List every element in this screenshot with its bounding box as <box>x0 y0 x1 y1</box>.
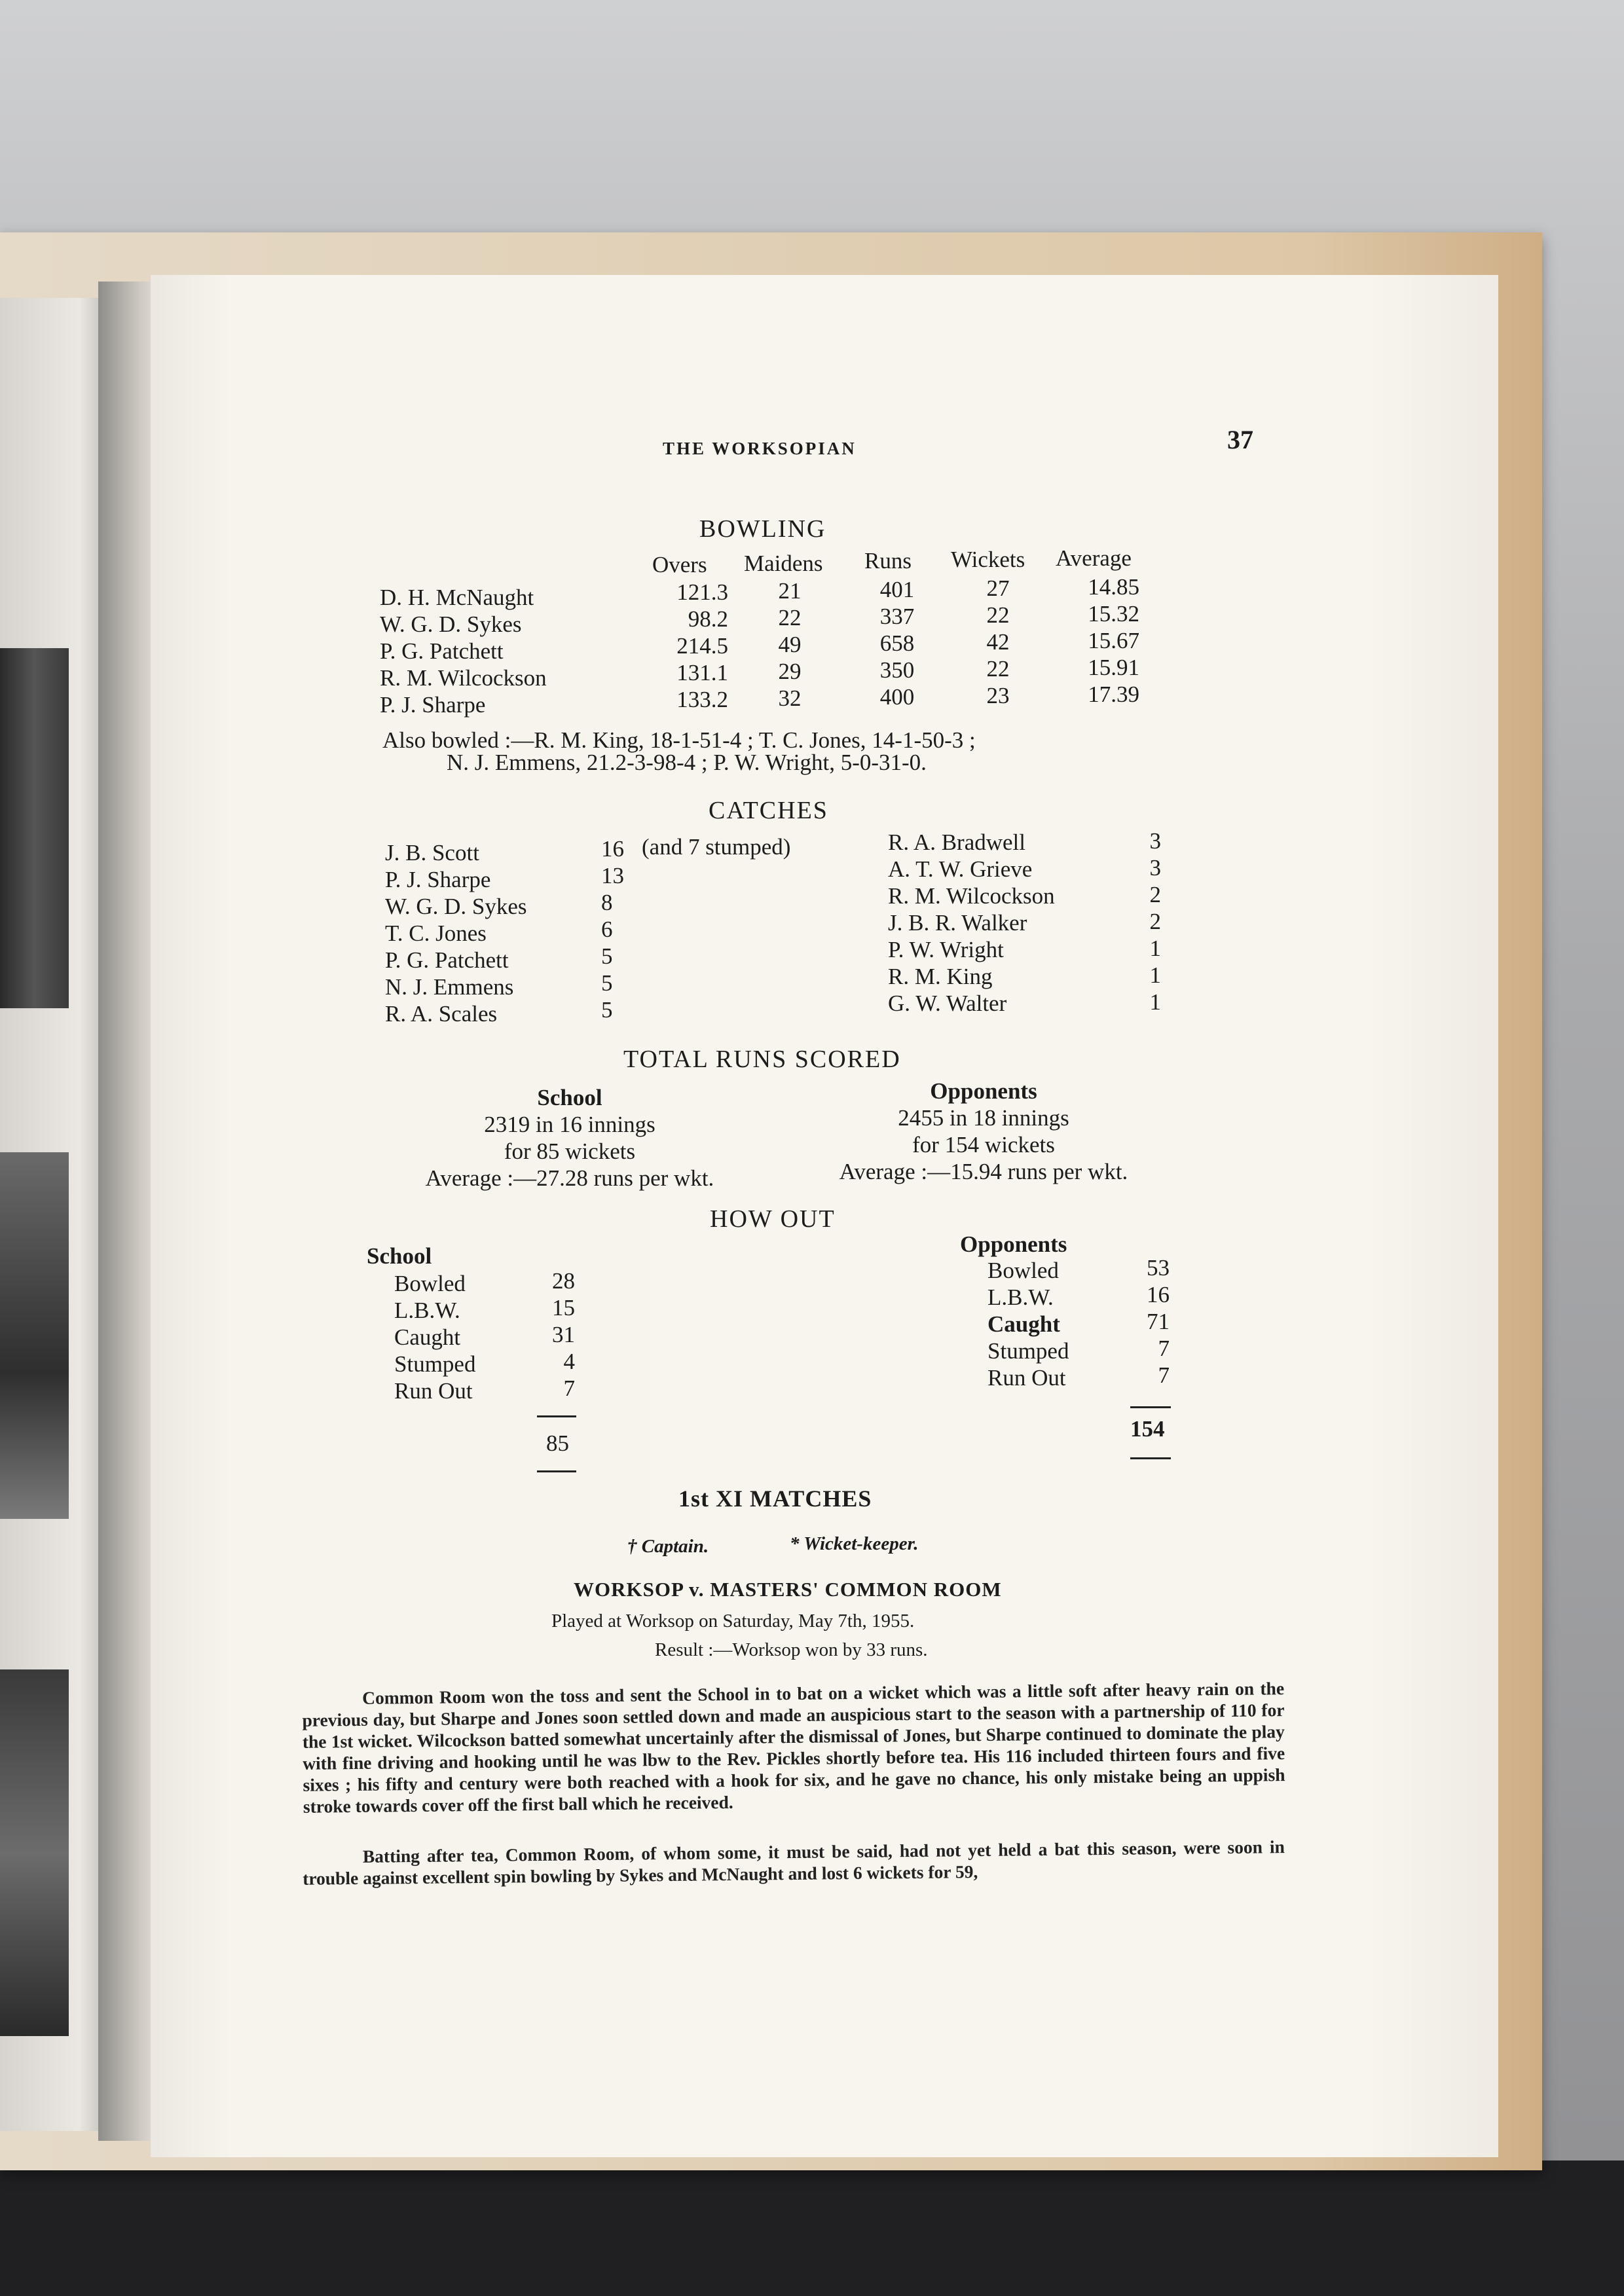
fielder-name: P. J. Sharpe <box>385 867 491 892</box>
catch-count: 5 <box>601 997 613 1023</box>
runs-value: 337 <box>879 604 915 629</box>
captain-key <box>627 1536 709 1558</box>
maidens-value: 21 <box>778 578 802 604</box>
dismissal-type: Stumped <box>987 1338 1069 1364</box>
asterisk-icon: * <box>790 1533 800 1554</box>
fielder-name: R. M. King <box>888 964 993 989</box>
dismissal-count: 15 <box>552 1295 575 1321</box>
dismissal-type: Bowled <box>987 1258 1059 1283</box>
catch-count: 5 <box>601 970 613 996</box>
catches-right-names <box>888 829 1117 1017</box>
matches-heading: 1st XI MATCHES <box>678 1485 872 1512</box>
catch-count: 6 <box>601 917 613 942</box>
how-out-heading: HOW OUT <box>710 1205 836 1233</box>
match-venue: Played at Worksop on Saturday, May 7th, 1955. <box>551 1611 915 1631</box>
also-bowled-line-1: Also bowled :—R. M. King, 18-1-51-4 ; T. C. Jones, 14-1-50-3 ; <box>382 727 976 753</box>
also-bowled-line-2: N. J. Emmens, 21.2-3-98-4 ; P. W. Wright, 5-0-31-0. <box>447 750 927 775</box>
column-header: Runs <box>864 548 912 574</box>
overs-value: 121.3 <box>676 579 728 605</box>
school-label: School <box>537 1085 602 1110</box>
dismissal-count: 4 <box>563 1349 575 1374</box>
catch-count: 3 <box>1149 855 1161 881</box>
match-title: WORKSOP v. MASTERS' COMMON ROOM <box>574 1578 1002 1601</box>
catches-left-names <box>385 839 595 1027</box>
bowling-wickets <box>972 575 1024 709</box>
total-rule <box>1130 1457 1171 1459</box>
fielder-name: P. W. Wright <box>888 937 1004 962</box>
total-runs-heading: TOTAL RUNS SCORED <box>623 1046 901 1073</box>
dismissal-type: Bowled <box>394 1271 466 1296</box>
school-average: Average :—27.28 runs per wkt. <box>425 1165 714 1191</box>
school-innings: 2319 in 16 innings <box>484 1112 655 1137</box>
total-rule <box>537 1415 576 1417</box>
catch-count: 13 <box>601 863 624 888</box>
fielder-name: W. G. D. Sykes <box>385 894 527 919</box>
bowling-runs <box>871 576 923 710</box>
running-header: THE WORKSOPIAN <box>663 439 857 458</box>
catch-count: 5 <box>601 943 613 969</box>
bowler-name: W. G. D. Sykes <box>380 611 522 637</box>
dismissal-count: 7 <box>563 1376 575 1401</box>
catch-count: 3 <box>1149 828 1161 854</box>
column-header: Overs <box>652 552 707 577</box>
bowling-col-overs <box>652 551 719 578</box>
catch-count: 2 <box>1149 882 1161 907</box>
dismissal-type: Caught <box>987 1311 1060 1337</box>
fielder-name: G. W. Walter <box>888 991 1007 1016</box>
average-value: 14.85 <box>1088 574 1139 600</box>
overs-value: 214.5 <box>676 633 728 659</box>
wickets-value: 22 <box>986 602 1010 628</box>
fielder-name: R. A. Scales <box>385 1001 498 1027</box>
total-runs-school <box>386 1084 753 1192</box>
how-out-school-label: School <box>367 1243 432 1269</box>
match-report-paragraph-2: Batting after tea, Common Room, of whom some, it must be said, had not yet held a bat this season, were soon in trouble against excellent spin bowling by Sykes and McNaught and lost 6 wickets for 59, <box>303 1836 1285 1889</box>
fielder-name: T. C. Jones <box>385 920 487 946</box>
catch-count: 1 <box>1149 962 1161 988</box>
bowler-name: R. M. Wilcockson <box>380 665 547 691</box>
fielder-name: A. T. W. Grieve <box>888 856 1033 882</box>
dismissal-count: 7 <box>1158 1336 1170 1361</box>
fielder-name: R. A. Bradwell <box>888 829 1025 855</box>
bowler-name: D. H. McNaught <box>380 585 534 610</box>
catches-left-counts <box>601 835 640 1023</box>
opponents-innings: 2455 in 18 innings <box>898 1105 1069 1131</box>
captain-label: Captain. <box>641 1536 709 1557</box>
dismissal-count: 16 <box>1147 1282 1170 1307</box>
keeper-label: Wicket-keeper. <box>803 1533 919 1554</box>
stumped-note: (and 7 stumped) <box>642 834 791 860</box>
bowling-col-maidens <box>744 550 839 577</box>
keeper-key <box>790 1533 919 1555</box>
bowler-name: P. G. Patchett <box>380 638 504 664</box>
dismissal-count: 53 <box>1147 1255 1170 1281</box>
runs-value: 400 <box>879 684 915 710</box>
dismissal-type: Run Out <box>987 1365 1066 1391</box>
dismissal-count: 7 <box>1158 1362 1170 1388</box>
bowling-col-runs <box>864 547 927 574</box>
average-value: 15.32 <box>1088 601 1139 627</box>
dismissal-count: 71 <box>1147 1309 1170 1334</box>
dismissal-count: 31 <box>552 1322 575 1347</box>
bowling-average <box>1067 574 1139 708</box>
fielder-name: J. B. Scott <box>385 840 479 866</box>
catch-count: 1 <box>1149 936 1161 961</box>
catch-count: 2 <box>1149 909 1161 934</box>
runs-value: 658 <box>879 630 915 656</box>
fielder-name: N. J. Emmens <box>385 974 514 1000</box>
dismissal-type: L.B.W. <box>987 1285 1054 1310</box>
maidens-value: 22 <box>778 605 802 630</box>
average-value: 15.91 <box>1088 655 1139 680</box>
column-header: Wickets <box>951 547 1025 572</box>
catches-right-counts <box>1132 828 1161 1015</box>
opponents-label: Opponents <box>930 1078 1037 1104</box>
opponents-wickets: for 154 wickets <box>912 1132 1055 1157</box>
page-number: 37 <box>1227 425 1253 454</box>
catch-count: 1 <box>1149 989 1161 1015</box>
overs-value: 131.1 <box>676 660 728 685</box>
opponents-average: Average :—15.94 runs per wkt. <box>839 1159 1128 1184</box>
catch-count: 16 <box>601 836 624 862</box>
maidens-value: 29 <box>778 659 802 684</box>
column-header: Average <box>1056 545 1132 571</box>
bowling-names <box>380 584 616 718</box>
how-out-opponents-label: Opponents <box>960 1231 1067 1257</box>
bowling-overs <box>648 579 728 713</box>
fielder-name: R. M. Wilcockson <box>888 883 1055 909</box>
match-report-paragraph-1: Common Room won the toss and sent the School in to bat on a wicket which was a little soft after heavy rain on the previous day, but Sharpe and Jones soon settled down and made an auspicious start to the season with a partnership of 110 for the 1st wicket. Wilcockson batted somewhat uncertainly after the dismissal of Jones, but Sharpe continued to dominate the play with fine driving and hooking until he was lbw to the Rev. Pickles shortly before tea. His 116 included thirteen fours and five sixes ; his fifty and century were both reached with a hook for six, and he gave no chance, his only mistake being an uppish stroke towards cover off the first ball which he received. <box>302 1678 1285 1817</box>
catch-count: 8 <box>601 890 613 915</box>
wickets-value: 22 <box>986 656 1010 682</box>
average-value: 15.67 <box>1088 628 1139 653</box>
fielder-name: P. G. Patchett <box>385 947 509 973</box>
runs-value: 401 <box>879 577 915 602</box>
wickets-value: 42 <box>986 629 1010 655</box>
dismissal-type: Stumped <box>394 1351 476 1377</box>
overs-value: 98.2 <box>688 606 728 632</box>
bowling-col-wickets <box>951 546 1049 573</box>
how-out-school-types <box>394 1270 525 1404</box>
how-out-school-counts <box>536 1267 575 1402</box>
bowling-heading: BOWLING <box>699 515 826 543</box>
how-out-opponents-counts <box>1130 1254 1170 1389</box>
column-header: Maidens <box>744 551 823 576</box>
wickets-value: 27 <box>986 575 1010 601</box>
bowling-col-average <box>1056 545 1154 572</box>
wickets-value: 23 <box>986 683 1010 708</box>
fielder-name: J. B. R. Walker <box>888 910 1027 936</box>
maidens-value: 49 <box>778 632 802 657</box>
match-result: Result :—Worksop won by 33 runs. <box>655 1639 928 1660</box>
dismissal-type: Caught <box>394 1324 461 1350</box>
dismissal-count: 28 <box>552 1268 575 1294</box>
total-runs-opponents <box>800 1078 1167 1185</box>
bowler-name: P. J. Sharpe <box>380 692 486 718</box>
dismissal-type: Run Out <box>394 1378 473 1404</box>
total-rule <box>537 1470 576 1472</box>
overs-value: 133.2 <box>676 687 728 712</box>
catches-heading: CATCHES <box>709 797 828 824</box>
school-wickets: for 85 wickets <box>504 1139 636 1164</box>
average-value: 17.39 <box>1088 682 1139 707</box>
dismissal-type: L.B.W. <box>394 1298 460 1323</box>
how-out-opponents-types <box>987 1257 1118 1391</box>
maidens-value: 32 <box>778 685 802 711</box>
how-out-school-total: 85 <box>546 1430 569 1456</box>
bowling-maidens <box>764 577 816 712</box>
dagger-icon: † <box>627 1536 637 1557</box>
runs-value: 350 <box>879 657 915 683</box>
total-rule <box>1130 1406 1171 1408</box>
how-out-opponents-total: 154 <box>1130 1416 1165 1442</box>
